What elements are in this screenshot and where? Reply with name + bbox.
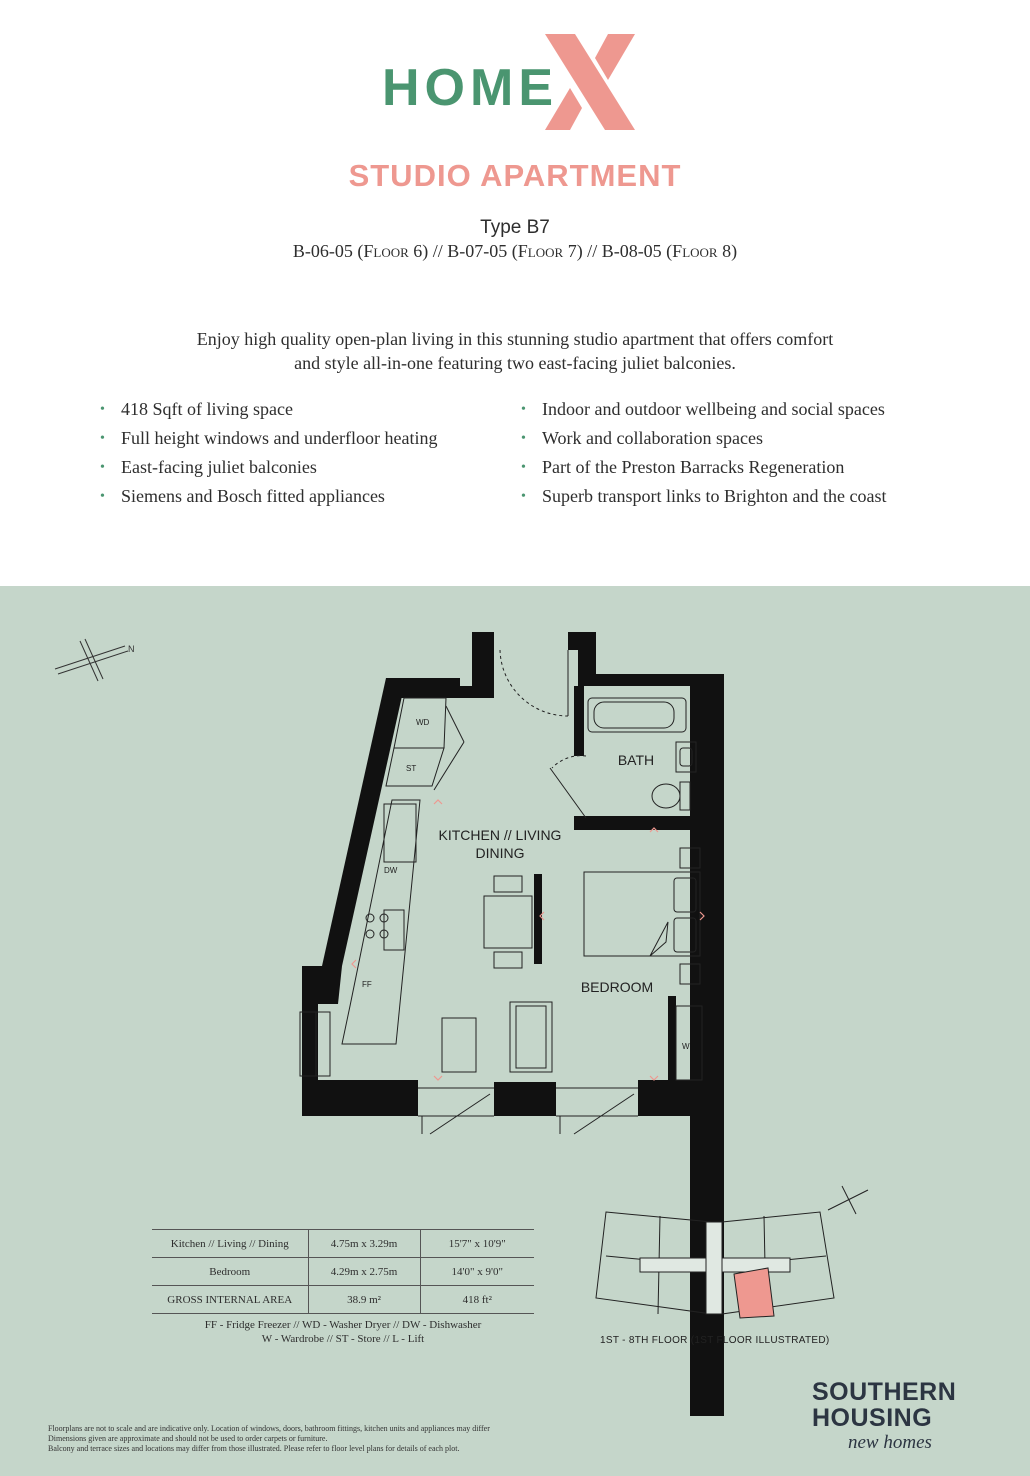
bullet-icon: • (521, 401, 526, 417)
logo-text: HOME (382, 59, 558, 117)
kitchen-living-dining-label (430, 826, 570, 862)
bed (584, 848, 700, 984)
room-name-cell: Kitchen // Living // Dining (152, 1230, 308, 1258)
room-dimensions-table (152, 1229, 534, 1314)
bullet-icon: • (100, 430, 105, 446)
feature-item (100, 424, 437, 453)
logo-x-mark (540, 32, 640, 132)
wardrobe-label: W (682, 1042, 690, 1051)
intro-line-2: and style all-in-one featuring two east-facing juliet balconies. (294, 353, 736, 373)
feature-item (521, 482, 886, 511)
feature-item (521, 453, 886, 482)
feature-item (100, 453, 437, 482)
floor-plan-panel (0, 586, 1030, 1476)
room-name-cell: Bedroom (152, 1258, 308, 1286)
metric-cell: 38.9 m² (308, 1286, 420, 1314)
logo-subtitle: new homes (848, 1432, 932, 1453)
plot-numbers: B-06-05 (Floor 6) // B-07-05 (Floor 7) // B-08-05 (Floor 8) (292, 241, 738, 261)
bullet-icon: • (521, 430, 526, 446)
room-label-line: DINING (475, 845, 525, 861)
feature-text: Siemens and Bosch fitted appliances (121, 486, 385, 506)
feature-text: Superb transport links to Brighton and the coast (542, 486, 887, 506)
southern-housing-logo (812, 1379, 982, 1454)
abbreviation-key (152, 1318, 534, 1346)
feature-text: Full height windows and underfloor heating (121, 428, 438, 448)
bath-label: BATH (617, 752, 655, 768)
bullet-icon: • (100, 488, 105, 504)
living-furniture (442, 1002, 552, 1072)
feature-text: Indoor and outdoor wellbeing and social spaces (542, 399, 885, 419)
intro-text (140, 327, 890, 375)
disclaimer-line: Dimensions given are approximate and should not be used to order carpets or furniture. (48, 1434, 328, 1443)
washer-dryer-label: WD (416, 718, 430, 727)
table-row (152, 1286, 534, 1314)
feature-text: Part of the Preston Barracks Regeneration (542, 457, 845, 477)
compass-icon (55, 639, 135, 681)
bedroom-label: BEDROOM (580, 979, 654, 995)
table-row (152, 1258, 534, 1286)
key-plan (596, 1186, 868, 1318)
room-label-line: KITCHEN // LIVING (438, 827, 562, 843)
metric-cell: 4.75m x 3.29m (308, 1230, 420, 1258)
feature-text: East-facing juliet balconies (121, 457, 317, 477)
disclaimer-line: Floorplans are not to scale and are indicative only. Location of windows, doors, bathroom fittings, kitchen units and appliances may differ (48, 1424, 490, 1433)
feature-text: Work and collaboration spaces (542, 428, 763, 448)
logo-line: SOUTHERN (812, 1378, 957, 1406)
dining-set (484, 876, 532, 968)
feature-text: 418 Sqft of living space (121, 399, 293, 419)
entrance-door (500, 650, 568, 716)
fridge-freezer-label: FF (362, 980, 372, 989)
imperial-cell: 15'7" x 10'9" (420, 1230, 534, 1258)
store-label: ST (406, 764, 417, 773)
imperial-cell: 418 ft² (420, 1286, 534, 1314)
home-x-logo (380, 30, 660, 140)
feature-item (100, 482, 437, 511)
feature-item (521, 424, 886, 453)
feature-item (521, 395, 886, 424)
key-line: W - Wardrobe // ST - Store // L - Lift (261, 1333, 425, 1345)
disclaimer (48, 1424, 608, 1454)
table-row (152, 1230, 534, 1258)
svg-text:N: N (128, 644, 135, 654)
room-name-cell: GROSS INTERNAL AREA (152, 1286, 308, 1314)
features-list-right (521, 395, 886, 511)
bullet-icon: • (521, 459, 526, 475)
key-plan-caption: 1ST - 8TH FLOOR (1ST FLOOR ILLUSTRATED) (600, 1335, 830, 1346)
bullet-icon: • (521, 488, 526, 504)
intro-line-1: Enjoy high quality open-plan living in this stunning studio apartment that offers comfort (196, 329, 834, 349)
feature-item (100, 395, 437, 424)
imperial-cell: 14'0" x 9'0" (420, 1258, 534, 1286)
apartment-type: Type B7 (480, 217, 550, 238)
bullet-icon: • (100, 459, 105, 475)
disclaimer-line: Balcony and terrace sizes and locations may differ from those illustrated. Please refer to floor level plans for details of each plot. (48, 1444, 460, 1453)
features-list-left (100, 395, 437, 511)
metric-cell: 4.29m x 2.75m (308, 1258, 420, 1286)
bullet-icon: • (100, 401, 105, 417)
key-line: FF - Fridge Freezer // WD - Washer Dryer // DW - Dishwasher (204, 1319, 482, 1331)
page-title: STUDIO APARTMENT (348, 158, 682, 193)
logo-line: HOUSING (812, 1404, 933, 1432)
dishwasher-label: DW (384, 866, 398, 875)
